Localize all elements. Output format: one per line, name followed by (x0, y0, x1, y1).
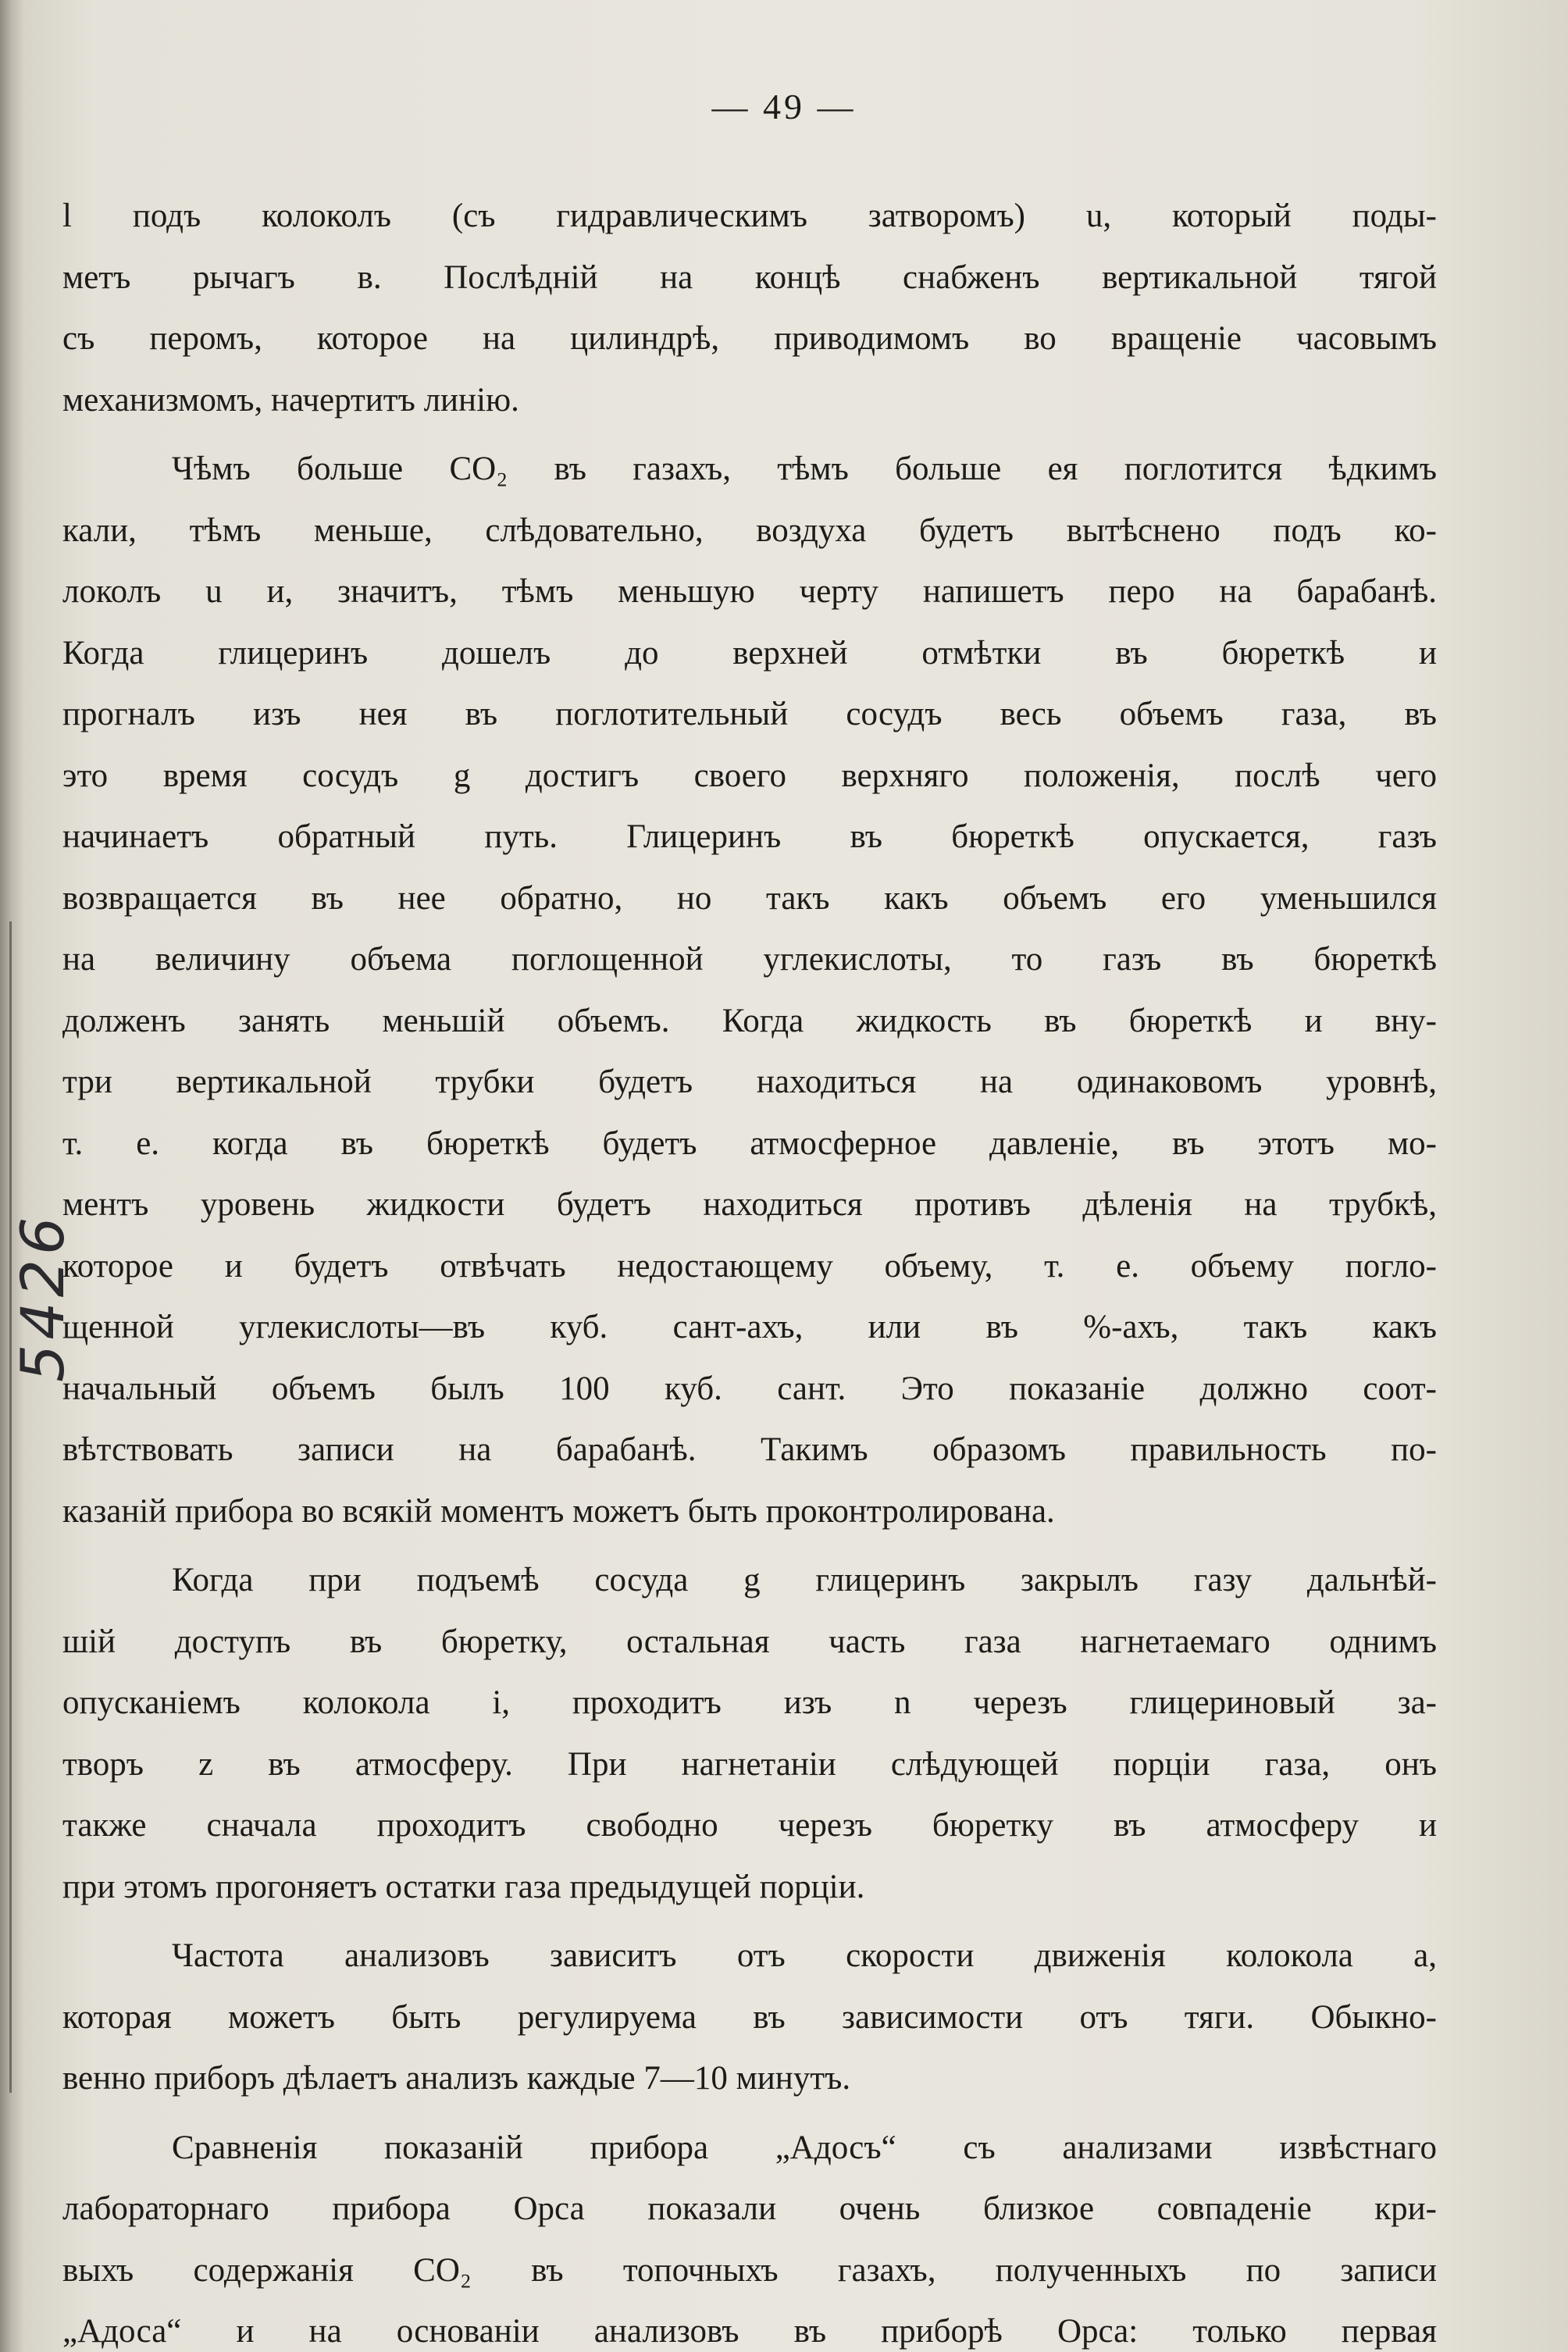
text-line: это время сосудъ g достигъ своего верхняго положенія, послѣ чего (62, 757, 1437, 794)
text-line: „Адоса“ и на основаніи анализовъ въ приборѣ Орса: только первая (62, 2313, 1437, 2350)
text-line: которое и будетъ отвѣчать недостающему объему, т. е. объему погло- (62, 1247, 1437, 1285)
paragraph (62, 439, 1437, 1542)
text-line: Сравненія показаній прибора „Адосъ“ съ анализами извѣстнаго (172, 2129, 1437, 2166)
body-text (62, 186, 1437, 2352)
margin-rule (9, 921, 12, 2093)
text-line: механизмомъ, начертитъ линію. (62, 381, 519, 419)
paragraph-gap (62, 1918, 1437, 1926)
text-line: прогналъ изъ нея въ поглотительный сосудъ весь объемъ газа, въ (62, 696, 1437, 732)
text-line: начинаетъ обратный путь. Глицеринъ въ бюреткѣ опускается, газъ (62, 818, 1437, 855)
paragraph-gap (62, 1542, 1437, 1550)
text-line: творъ z въ атмосферу. При нагнетаніи слѣдующей порціи газа, онъ (62, 1745, 1437, 1783)
text-line: опусканіемъ колокола i, проходитъ изъ n черезъ глицериновый за- (62, 1684, 1437, 1721)
text-line: съ перомъ, которое на цилиндрѣ, приводимомъ во вращеніе часовымъ (62, 320, 1437, 357)
text-line: т. е. когда въ бюреткѣ будетъ атмосферное давленіе, въ этотъ мо- (62, 1124, 1437, 1162)
text-line: возвращается въ нее обратно, но такъ какъ объемъ его уменьшился (62, 879, 1437, 917)
text-line: шій доступъ въ бюретку, остальная часть газа нагнетаемаго однимъ (62, 1623, 1437, 1660)
text-line: ментъ уровень жидкости будетъ находиться противъ дѣленія на трубкѣ, (62, 1186, 1437, 1223)
text-line: начальный объемъ былъ 100 куб. сант. Это показаніе должно соот- (62, 1370, 1437, 1407)
text-line: Частота анализовъ зависитъ отъ скорости движенія колокола a, (172, 1937, 1437, 1974)
text-line: также сначала проходитъ свободно черезъ бюретку въ атмосферу и (62, 1807, 1437, 1844)
paragraph (62, 1550, 1437, 1918)
text-line: вѣтствовать записи на барабанѣ. Такимъ образомъ правильность по- (62, 1431, 1437, 1468)
text-line: лабораторнаго прибора Орса показали очень близкое совпаденіе кри- (62, 2190, 1437, 2227)
text-line: выхъ содержанія CO₂ въ топочныхъ газахъ, полученныхъ по записи (62, 2251, 1437, 2289)
text-line: кали, тѣмъ меньше, слѣдовательно, воздуха будетъ вытѣснено подъ ко- (62, 511, 1437, 549)
page-number: — 49 — (711, 87, 857, 127)
text-line: на величину объема поглощенной углекислоты, то газъ въ бюреткѣ (62, 941, 1437, 978)
text-line: при этомъ прогоняетъ остатки газа предыдущей порціи. (62, 1868, 865, 1905)
text-line: щенной углекислоты—въ куб. сант-ахъ, или въ %-ахъ, такъ какъ (62, 1309, 1437, 1345)
text-line: Когда при подъемѣ сосуда g глицеринъ закрылъ газу дальнѣй- (172, 1562, 1437, 1598)
text-line: которая можетъ быть регулируема въ зависимости отъ тяги. Обыкно- (62, 1998, 1437, 2036)
text-line: казаній прибора во всякій моментъ можетъ быть проконтролирована. (62, 1492, 1055, 1530)
handwritten-number: 5426 (8, 1212, 77, 1382)
text-line: локолъ u и, значитъ, тѣмъ меньшую черту напишетъ перо на барабанѣ. (62, 573, 1437, 610)
text-line: l подъ колоколъ (съ гидравлическимъ затворомъ) u, который поды- (62, 198, 1437, 234)
paragraph-gap (62, 431, 1437, 439)
paragraph-gap (62, 2110, 1437, 2118)
text-line: метъ рычагъ в. Послѣдній на концѣ снабженъ вертикальной тягой (62, 258, 1437, 296)
text-line: три вертикальной трубки будетъ находиться на одинаковомъ уровнѣ, (62, 1064, 1437, 1100)
paragraph (62, 2118, 1437, 2352)
text-line: Когда глицеринъ дошелъ до верхней отмѣтки въ бюреткѣ и (62, 634, 1437, 672)
paragraph (62, 186, 1437, 431)
text-line: долженъ занять меньшій объемъ. Когда жидкость въ бюреткѣ и вну- (62, 1002, 1437, 1039)
text-line: Чѣмъ больше CO₂ въ газахъ, тѣмъ больше ея поглотится ѣдкимъ (172, 451, 1437, 487)
paragraph (62, 1926, 1437, 2110)
text-line: венно приборъ дѣлаетъ анализъ каждые 7—10 минутъ. (62, 2060, 851, 2097)
